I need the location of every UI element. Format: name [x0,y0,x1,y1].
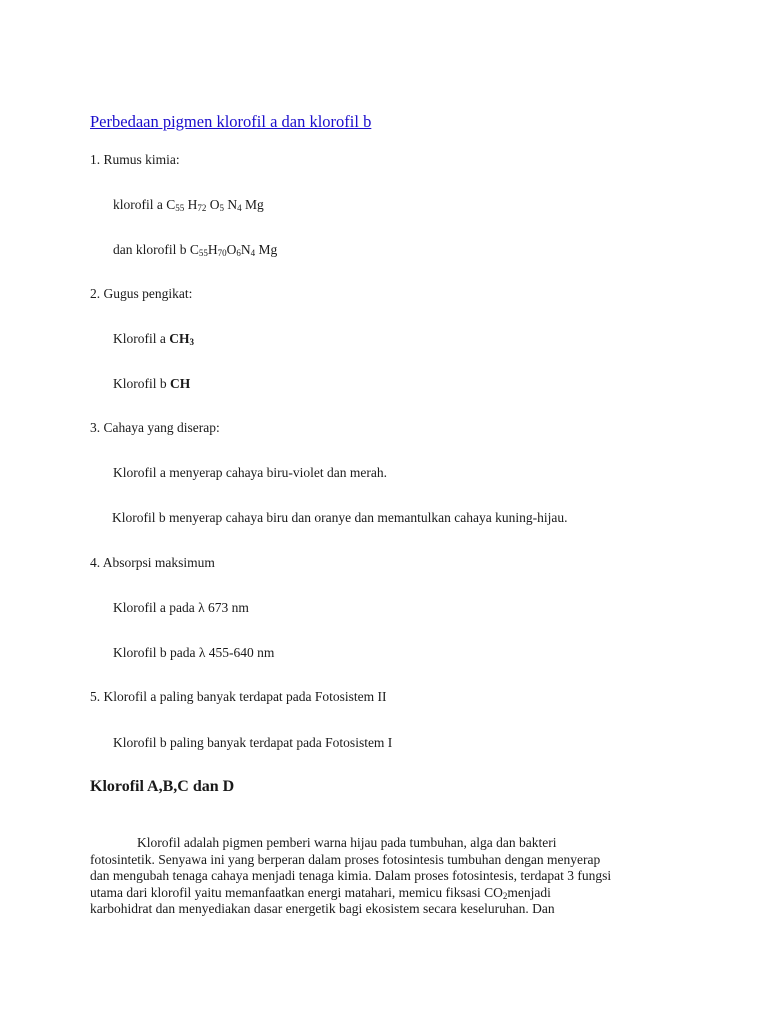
item-1-formula-b [113,241,277,259]
formula-a-text: klorofil a C [113,197,176,212]
item-5-heading: 5. Klorofil a paling banyak terdapat pada Fotosistem II [90,689,387,704]
formula-b-sub-h: 70 [217,248,227,258]
item-2-klorofil-a [113,330,194,348]
formula-b-text: dan klorofil b C [113,242,199,257]
body-paragraph [90,835,690,918]
paragraph-line-5: karbohidrat dan menyediakan dasar energetik bagi ekosistem secara keseluruhan. Dan [90,901,555,916]
formula-b-text-mg: Mg [255,242,278,257]
formula-b-text-n: N [240,242,251,257]
section-heading: Klorofil A,B,C dan D [90,778,235,795]
paragraph-line-4 [90,885,690,902]
paragraph-line-1-text: Klorofil adalah pigmen pemberi warna hijau pada tumbuhan, alga dan bakteri [137,835,557,850]
item-1-formula-a [113,196,264,214]
item-4-klorofil-b: Klorofil b pada λ 455-640 nm [113,645,275,660]
item-3-klorofil-a: Klorofil a menyerap cahaya biru-violet dan merah. [113,465,388,480]
formula-b-text-o: O [226,242,237,257]
item-3-klorofil-b: Klorofil b menyerap cahaya biru dan oranye dan memantulkan cahaya kuning-hijau. [112,510,568,525]
formula-b-sub-c: 55 [198,248,208,258]
item-2-heading: 2. Gugus pengikat: [90,286,193,301]
page-title-link[interactable]: Perbedaan pigmen klorofil a dan klorofil b [90,112,372,131]
item-5-klorofil-b: Klorofil b paling banyak terdapat pada Fotosistem I [113,735,393,750]
item-3-heading: 3. Cahaya yang diserap: [90,420,220,435]
formula-a-sub-o: 5 [219,203,224,213]
co2-subscript: 2 [502,890,508,901]
paragraph-line-3: dan mengubah tenaga cahaya menjadi tenaga kimia. Dalam proses fotosintesis, terdapat 3 fungsi [90,868,612,883]
item-1-heading: 1. Rumus kimia: [90,152,180,167]
formula-a-text-n: N [224,197,238,212]
item-2-a-sub: 3 [189,337,194,347]
formula-a-sub-h: 72 [197,203,207,213]
paragraph-line-1 [90,835,690,852]
paragraph-line-4-text-b: menjadi [507,884,551,900]
item-4-heading: 4. Absorpsi maksimum [90,555,215,570]
formula-a-sub-n: 4 [237,203,242,213]
item-2-b-text: Klorofil b [113,376,170,391]
formula-a-text-h: H [184,197,198,212]
formula-b-text-h: H [207,242,218,257]
formula-a-sub-c: 55 [175,203,185,213]
item-2-a-bold: CH [169,331,190,346]
item-2-a-text: Klorofil a [113,331,170,346]
item-4-klorofil-a: Klorofil a pada λ 673 nm [113,600,249,615]
formula-a-text-o: O [206,197,220,212]
paragraph-line-4-text-a: utama dari klorofil yaitu memanfaatkan energi matahari, memicu fiksasi CO [90,884,503,900]
item-2-b-bold: CH [170,376,191,391]
formula-b-sub-o: 6 [236,248,241,258]
formula-b-sub-n: 4 [250,248,256,258]
item-2-klorofil-b [113,375,190,393]
formula-a-text-mg: Mg [241,197,264,212]
paragraph-line-2: fotosintetik. Senyawa ini yang berperan dalam proses fotosintesis tumbuhan dengan menyerap [90,851,601,867]
